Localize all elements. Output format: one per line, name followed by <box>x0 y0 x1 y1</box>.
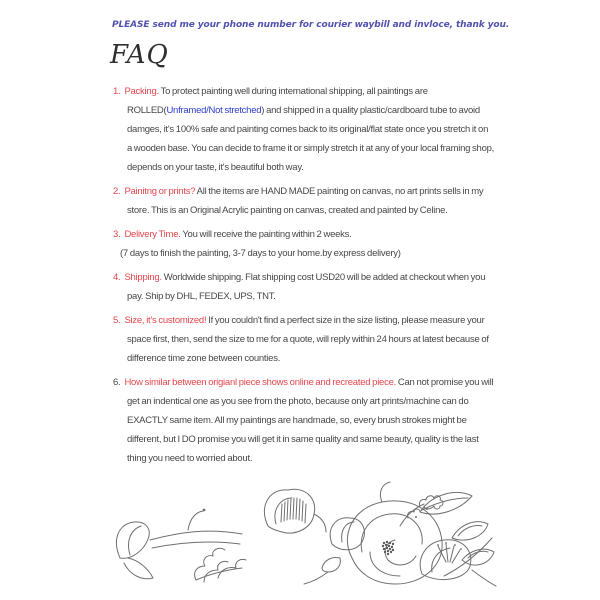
faq-list <box>113 82 495 473</box>
faq-item-number: 5. <box>113 315 121 326</box>
faq-item-shipping <box>113 268 495 306</box>
faq-item-number: 6. <box>113 377 121 388</box>
faq-item-heading: Delivery Time. <box>124 229 181 240</box>
faq-item-number: 1. <box>113 86 121 97</box>
faq-item-number: 3. <box>113 229 121 240</box>
highlighted-text: Unframed/Not stretched <box>166 105 262 116</box>
faq-item-painting-or-prints <box>113 182 495 220</box>
seller-note: PLEASE send me your phone number for courier waybill and invloce, thank you. <box>112 20 510 30</box>
faq-item-delivery-time <box>113 225 495 263</box>
faq-item-body: If you couldn't find a perfect size in the size listing, please measure your space first, then, send the size to me for a quote, will reply within 24 hours at latest because of difference time zone between counties. <box>127 315 489 364</box>
faq-item-body: All the items are HAND MADE painting on canvas, no art prints sells in my store. This is an Original Acrylic painting on canvas, created and painted by Celine. <box>127 186 484 216</box>
faq-item-body: Can not promise you will get an indentical one as you see from the photo, because only art prints/machine can do EXACTLY same item. All my paintings are handmade, so, every brush strokes might be different, but I DO promise you will get it in same quality and same beauty, quality is the last thing you need to worried about. <box>127 377 494 464</box>
faq-item-body: You will receive the painting within 2 weeks. <box>180 229 352 240</box>
faq-item-body: To protect painting well during international shipping, all paintings are ROLLED( <box>127 86 428 116</box>
faq-item-body: ) and shipped in a quality plastic/cardboard tube to avoid damges, it's 100% safe and painting comes back to its original/flat state once you stretch it on a wooden base. You can decide to frame it or simply stretch it at any of your local framing shop, depends on your taste, it's beautiful both way. <box>127 105 495 173</box>
faq-item-body: Worldwide shipping. Flat shipping cost USD20 will be added at checkout when you pay. Ship by DHL, FEDEX, UPS, TNT. <box>127 272 486 302</box>
faq-item-heading: How similar between origianl piece shows online and recreated piece. <box>124 377 397 388</box>
faq-item-heading: Painitng or prints? <box>124 186 196 197</box>
faq-item-packing <box>113 82 495 177</box>
faq-item-number: 2. <box>113 186 121 197</box>
faq-item-size-customized <box>113 311 495 368</box>
faq-item-heading: Size, it's customized! <box>124 315 207 326</box>
page-title: FAQ <box>110 40 169 70</box>
faq-item-similarity <box>113 373 495 468</box>
faq-item-number: 4. <box>113 272 121 283</box>
faq-item-heading: Shipping. <box>124 272 162 283</box>
faq-item-subnote: (7 days to finish the painting, 3-7 days to your home.by express delivery) <box>120 248 401 259</box>
faq-item-heading: Packing. <box>124 86 159 97</box>
flower-line-art-illustration <box>100 478 500 600</box>
